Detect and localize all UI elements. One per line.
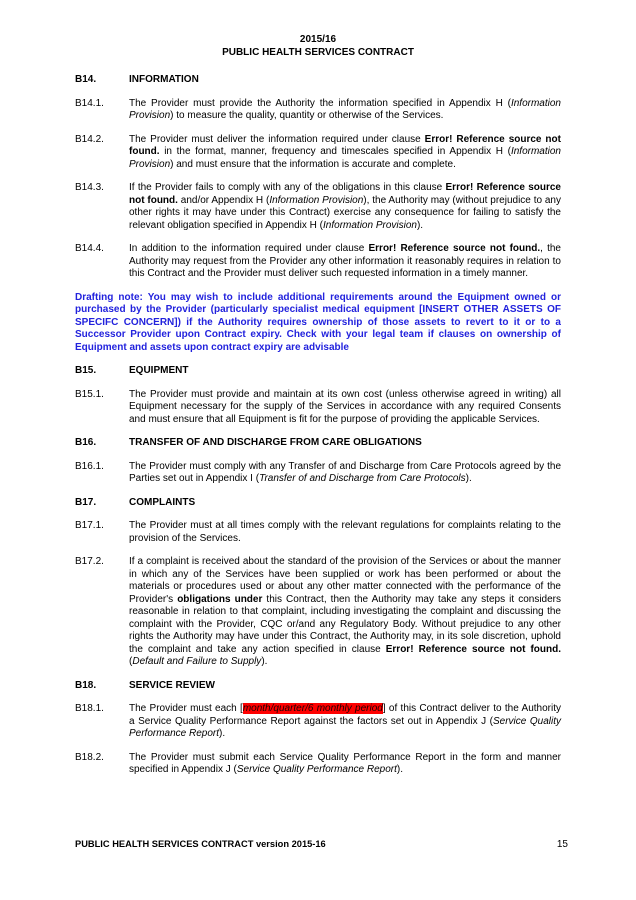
text-segment: Information Provision <box>129 146 561 170</box>
clause <box>75 703 561 741</box>
text-segment: The Provider must provide and maintain at its own cost (unless otherwise agreed in writing) all Equipment necessary for the supply of the Services in accordance with any required Consents and must ensure that all Equipment is fit for the purpose of providing the applicable Services. <box>129 388 561 425</box>
clause <box>75 134 561 172</box>
text-segment: ). <box>219 728 226 739</box>
contract-title: PUBLIC HEALTH SERVICES CONTRACT <box>222 47 414 58</box>
section-heading <box>75 497 561 510</box>
section-title: TRANSFER OF AND DISCHARGE FROM CARE OBLIGATIONS <box>129 437 422 448</box>
clause-text <box>129 752 561 777</box>
footer-version-text: PUBLIC HEALTH SERVICES CONTRACT version 2015-16 <box>75 839 326 849</box>
text-segment: Default and Failure to Supply <box>132 656 262 667</box>
text-segment: ). <box>261 656 268 667</box>
text-segment: ). <box>396 764 404 775</box>
text-segment: ). <box>465 473 472 484</box>
clause <box>75 461 561 486</box>
clause-number: B15.1. <box>75 388 104 400</box>
clause <box>75 752 561 777</box>
clause-number: B18.1. <box>75 703 104 714</box>
clause-number: B18.2. <box>75 751 104 763</box>
section-title: INFORMATION <box>129 74 199 85</box>
clause-text <box>129 461 561 486</box>
section-title: SERVICE REVIEW <box>129 679 215 691</box>
text-segment: Error! Reference source not found. <box>129 133 561 157</box>
clause-text <box>129 182 561 232</box>
section-heading <box>75 437 561 450</box>
text-segment: If a complaint is received about the standard of the provision of the Services or about the manner in which any of the Services have been supplied or work has been performed or about the materials or procedures used or about any other matter connected with the performance of the Provider's <box>129 556 561 605</box>
clause-text <box>129 556 561 669</box>
text-segment: Information Provision <box>129 97 561 121</box>
clause <box>75 182 561 232</box>
section-heading <box>75 680 561 693</box>
clause-number: B14.1. <box>75 97 104 109</box>
clause <box>75 243 561 281</box>
text-segment: Error! Reference source not found. <box>385 643 561 655</box>
text-segment: obligations under <box>177 593 263 605</box>
text-segment: ) and must ensure that the information is accurate and complete. <box>170 158 456 170</box>
text-segment: Error! Reference source not found. <box>368 243 541 254</box>
section-heading <box>75 74 561 87</box>
clause-number: B17.1. <box>75 520 104 531</box>
drafting-note <box>75 292 561 355</box>
clause <box>75 389 561 427</box>
clause <box>75 98 561 123</box>
clause-text <box>129 243 561 281</box>
clause-number: B16. <box>75 437 97 448</box>
text-segment: ) to measure the quality, quantity or otherwise of the Services. <box>170 110 444 121</box>
clause-number: B14. <box>75 74 97 85</box>
text-segment: and/or Appendix H ( <box>177 194 270 206</box>
text-segment: in the format, manner, frequency and timescales specified in Appendix H ( <box>159 146 511 157</box>
clause-number: B14.2. <box>75 133 104 145</box>
text-segment: , the Authority may request from the Provider any other information it reasonably requires in relation to this Contract and the Provider must deliver such requested information in a timely manner. <box>129 243 561 279</box>
clause-number: B18. <box>75 679 97 691</box>
text-segment: ] of this Contract deliver to the Authority a Service Quality Performance Report against the factors set out in Appendix J ( <box>129 703 562 727</box>
text-segment: The Provider must provide the Authority the information specified in Appendix H ( <box>129 97 511 109</box>
clause-number: B14.4. <box>75 243 104 254</box>
clause-number: B16.1. <box>75 460 104 472</box>
text-segment: Error! Reference source not found. <box>129 182 561 206</box>
text-segment: The Provider must each [ <box>129 703 243 714</box>
clause-text <box>129 703 561 741</box>
clause <box>75 556 561 669</box>
document-body <box>75 74 561 777</box>
text-segment: Transfer of and Discharge from Care Protocols <box>259 473 466 484</box>
clause <box>75 520 561 545</box>
text-segment: Drafting note: You may wish to include additional requirements around the Equipment owned or purchased by the Provider (particularly specialist medical equipment [INSERT OTHER ASSETS OF SPECIFC CONCERN]) if the Authority requires ownership of those assets to revert to it or to a Successor Provider upon Contract expiry. Check with your legal team if clauses on ownership of Equipment and assets upon contract expiry are advisable <box>75 291 561 353</box>
text-segment: ). <box>416 219 424 231</box>
text-segment: ), the Authority may (without prejudice to any other rights it may have under this Contract) exercise any consequence for failing to satisfy the relevant obligation specified in Appendix H ( <box>129 194 561 231</box>
clause-number: B17. <box>75 496 97 508</box>
text-segment: The Provider must deliver the information required under clause <box>129 133 425 145</box>
text-segment: The Provider must submit each Service Quality Performance Report in the form and manner specified in Appendix J ( <box>129 751 561 775</box>
clause-text <box>129 134 561 172</box>
section-heading <box>75 365 561 378</box>
section-title: EQUIPMENT <box>129 365 189 376</box>
clause-text <box>129 520 561 545</box>
text-segment: Service Quality Performance Report <box>236 764 397 775</box>
clause-number: B15. <box>75 365 97 376</box>
text-segment: Information Provision <box>323 219 417 231</box>
text-segment: In addition to the information required under clause <box>129 243 369 254</box>
text-segment: The Provider must at all times comply with the relevant regulations for complaints relating to the provision of the Services. <box>129 520 561 544</box>
section-title: COMPLAINTS <box>129 496 196 508</box>
clause-text <box>129 389 561 427</box>
text-segment: Service Quality Performance Report <box>129 715 561 739</box>
text-segment: this Contract, then the Authority may take any steps it considers reasonable in relation to that complaint, including investigating the complaint and discussing the complaint with the Provider, CQC or/and any Regulatory Body. Without prejudice to any other rights the Authority may have under this Contract, the Authority may, in its sole discretion, uphold the complaint and take any action specified in clause <box>129 593 561 655</box>
text-segment: ( <box>129 656 133 667</box>
text-segment: Information Provision <box>269 194 364 206</box>
contract-year: 2015/16 <box>299 34 337 45</box>
placeholder-highlight: month/quarter/6 monthly period <box>242 703 383 714</box>
text-segment: If the Provider fails to comply with any of the obligations in this clause <box>129 182 446 193</box>
document-footer <box>75 839 568 850</box>
text-segment: The Provider must comply with any Transfer of and Discharge from Care Protocols agreed by the Parties set out in Appendix I ( <box>129 460 561 484</box>
clause-text <box>129 98 561 123</box>
document-header <box>0 0 636 59</box>
footer-page-number: 15 <box>556 839 568 850</box>
clause-number: B14.3. <box>75 182 104 193</box>
clause-number: B17.2. <box>75 556 104 567</box>
